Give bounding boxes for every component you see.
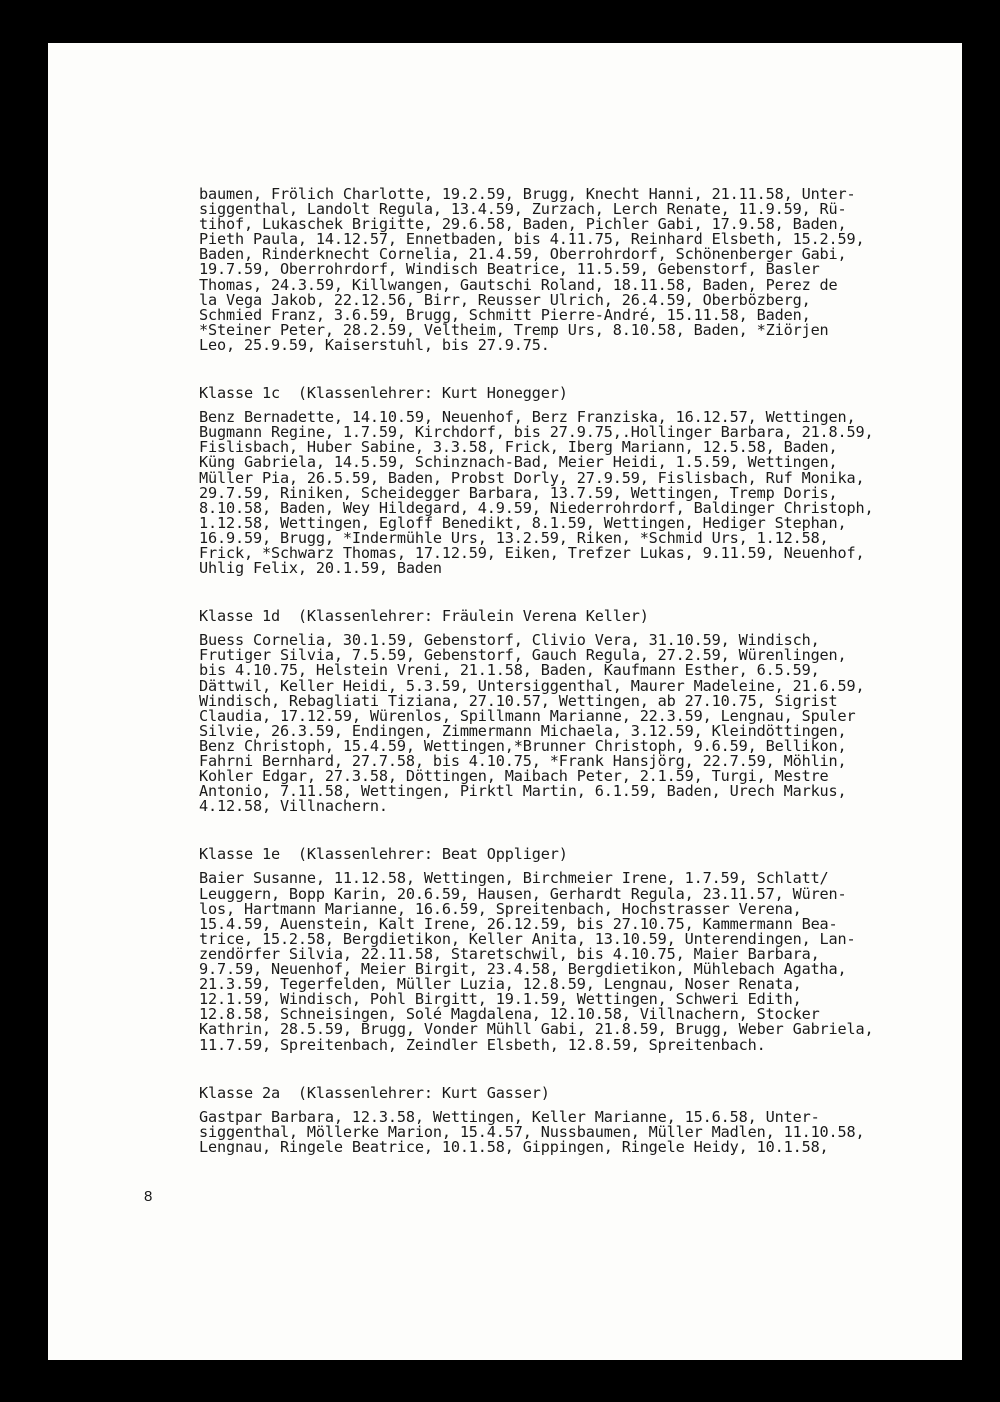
text-line: tihof, Lukaschek Brigitte, 29.6.58, Baden, Pichler Gabi, 17.9.58, Baden,: [199, 215, 847, 234]
text-line: 15.4.59, Auenstein, Kalt Irene, 26.12.59, bis 27.10.75, Kammermann Bea-: [199, 914, 838, 933]
text-line: la Vega Jakob, 22.12.56, Birr, Reusser Ulrich, 26.4.59, Oberbözberg,: [199, 290, 811, 309]
text-line: Müller Pia, 26.5.59, Baden, Probst Dorly, 27.9.59, Fislisbach, Ruf Monika,: [199, 468, 865, 487]
text-line: 19.7.59, Oberrohrdorf, Windisch Beatrice, 11.5.59, Gebenstorf, Basler: [199, 260, 820, 279]
text-line: Küng Gabriela, 14.5.59, Schinznach-Bad, Meier Heidi, 1.5.59, Wettingen,: [199, 453, 838, 472]
text-line: Windisch, Rebagliati Tiziana, 27.10.57, Wettingen, ab 27.10.75, Sigrist: [199, 691, 838, 710]
text-line: Pieth Paula, 14.12.57, Ennetbaden, bis 4.11.75, Reinhard Elsbeth, 15.2.59,: [199, 230, 865, 249]
text-line: Gastpar Barbara, 12.3.58, Wettingen, Keller Marianne, 15.6.58, Unter-: [199, 1107, 820, 1126]
text-line: 8.10.58, Baden, Wey Hildegard, 4.9.59, Niederrohrdorf, Baldinger Christoph,: [199, 498, 874, 517]
text-line: 21.3.59, Tegerfelden, Müller Luzia, 12.8.59, Lengnau, Noser Renata,: [199, 975, 802, 994]
text-line: Benz Christoph, 15.4.59, Wettingen,*Brunner Christoph, 9.6.59, Bellikon,: [199, 736, 847, 755]
text-line: siggenthal, Möllerke Marion, 15.4.57, Nussbaumen, Müller Madlen, 11.10.58,: [199, 1122, 865, 1141]
document-page: [48, 43, 962, 1360]
intro-paragraph: [199, 187, 934, 353]
section-klasse-1c: [199, 386, 934, 576]
page-number: 8: [144, 1188, 153, 1205]
text-line: zendörfer Silvia, 22.11.58, Staretschwil, bis 4.10.75, Maier Barbara,: [199, 944, 820, 963]
text-line: Kohler Edgar, 27.3.58, Döttingen, Maibach Peter, 2.1.59, Turgi, Mestre: [199, 767, 829, 786]
text-line: 1.12.58, Wettingen, Egloff Benedikt, 8.1.59, Wettingen, Hediger Stephan,: [199, 513, 847, 532]
section-heading: Klasse 1c (Klassenlehrer: Kurt Honegger): [199, 384, 568, 403]
text-line: Bugmann Regine, 1.7.59, Kirchdorf, bis 27.9.75,.Hollinger Barbara, 21.8.59,: [199, 423, 874, 442]
section-klasse-1d: [199, 609, 934, 814]
text-line: 16.9.59, Brugg, *Indermühle Urs, 13.2.59, Riken, *Schmid Urs, 1.12.58,: [199, 528, 829, 547]
text-line: Baier Susanne, 11.12.58, Wettingen, Birchmeier Irene, 1.7.59, Schlatt/: [199, 869, 829, 888]
document-body: [199, 187, 934, 1155]
text-line: Leuggern, Bopp Karin, 20.6.59, Hausen, Gerhardt Regula, 23.11.57, Würen-: [199, 884, 847, 903]
text-line: Fislisbach, Huber Sabine, 3.3.58, Frick, Iberg Mariann, 12.5.58, Baden,: [199, 438, 838, 457]
text-line: Dättwil, Keller Heidi, 5.3.59, Untersiggenthal, Maurer Madeleine, 21.6.59,: [199, 676, 865, 695]
text-line: siggenthal, Landolt Regula, 13.4.59, Zurzach, Lerch Renate, 11.9.59, Rü-: [199, 200, 847, 219]
text-line: Thomas, 24.3.59, Killwangen, Gautschi Roland, 18.11.58, Baden, Perez de: [199, 275, 838, 294]
section-heading: Klasse 2a (Klassenlehrer: Kurt Gasser): [199, 1083, 550, 1102]
text-line: 9.7.59, Neuenhof, Meier Birgit, 23.4.58, Bergdietikon, Mühlebach Agatha,: [199, 960, 847, 979]
section-heading: Klasse 1e (Klassenlehrer: Beat Oppliger): [199, 845, 568, 864]
text-line: Silvie, 26.3.59, Endingen, Zimmermann Michaela, 3.12.59, Kleindöttingen,: [199, 721, 847, 740]
text-line: Leo, 25.9.59, Kaiserstuhl, bis 27.9.75.: [199, 335, 550, 354]
text-line: Schmied Franz, 3.6.59, Brugg, Schmitt Pierre-André, 15.11.58, Baden,: [199, 305, 811, 324]
section-klasse-2a: [199, 1083, 934, 1156]
text-line: 12.1.59, Windisch, Pohl Birgitt, 19.1.59, Wettingen, Schweri Edith,: [199, 990, 802, 1009]
text-line: Kathrin, 28.5.59, Brugg, Vonder Mühll Gabi, 21.8.59, Brugg, Weber Gabriela,: [199, 1020, 874, 1039]
text-line: trice, 15.2.58, Bergdietikon, Keller Anita, 13.10.59, Unterendingen, Lan-: [199, 929, 856, 948]
text-line: *Steiner Peter, 28.2.59, Veltheim, Tremp Urs, 8.10.58, Baden, *Ziörjen: [199, 320, 829, 339]
text-line: Fahrni Bernhard, 27.7.58, bis 4.10.75, *Frank Hansjörg, 22.7.59, Möhlin,: [199, 752, 847, 770]
text-line: 12.8.58, Schneisingen, Solé Magdalena, 12.10.58, Villnachern, Stocker: [199, 1005, 820, 1024]
text-line: 4.12.58, Villnachern.: [199, 797, 388, 816]
text-line: Uhlig Felix, 20.1.59, Baden: [199, 559, 442, 578]
text-line: Frick, *Schwarz Thomas, 17.12.59, Eiken, Trefzer Lukas, 9.11.59, Neuenhof,: [199, 543, 865, 562]
text-line: los, Hartmann Marianne, 16.6.59, Spreitenbach, Hochstrasser Verena,: [199, 899, 802, 918]
text-line: Buess Cornelia, 30.1.59, Gebenstorf, Clivio Vera, 31.10.59, Windisch,: [199, 631, 820, 650]
section-klasse-1e: [199, 847, 934, 1052]
text-line: 29.7.59, Riniken, Scheidegger Barbara, 13.7.59, Wettingen, Tremp Doris,: [199, 483, 838, 502]
text-line: 11.7.59, Spreitenbach, Zeindler Elsbeth, 12.8.59, Spreitenbach.: [199, 1035, 766, 1054]
text-line: bis 4.10.75, Helstein Vreni, 21.1.58, Baden, Kaufmann Esther, 6.5.59,: [199, 661, 820, 680]
text-line: Lengnau, Ringele Beatrice, 10.1.58, Gippingen, Ringele Heidy, 10.1.58,: [199, 1137, 829, 1156]
text-line: Antonio, 7.11.58, Wettingen, Pirktl Martin, 6.1.59, Baden, Urech Markus,: [199, 782, 847, 801]
text-line: Benz Bernadette, 14.10.59, Neuenhof, Berz Franziska, 16.12.57, Wettingen,: [199, 408, 856, 427]
section-heading: Klasse 1d (Klassenlehrer: Fräulein Verena Keller): [199, 607, 649, 626]
text-line: Baden, Rinderknecht Cornelia, 21.4.59, Oberrohrdorf, Schönenberger Gabi,: [199, 245, 847, 264]
text-line: Frutiger Silvia, 7.5.59, Gebenstorf, Gauch Regula, 27.2.59, Würenlingen,: [199, 646, 847, 665]
text-line: Claudia, 17.12.59, Würenlos, Spillmann Marianne, 22.3.59, Lengnau, Spuler: [199, 706, 856, 725]
text-line: baumen, Frölich Charlotte, 19.2.59, Brugg, Knecht Hanni, 21.11.58, Unter-: [199, 185, 856, 203]
